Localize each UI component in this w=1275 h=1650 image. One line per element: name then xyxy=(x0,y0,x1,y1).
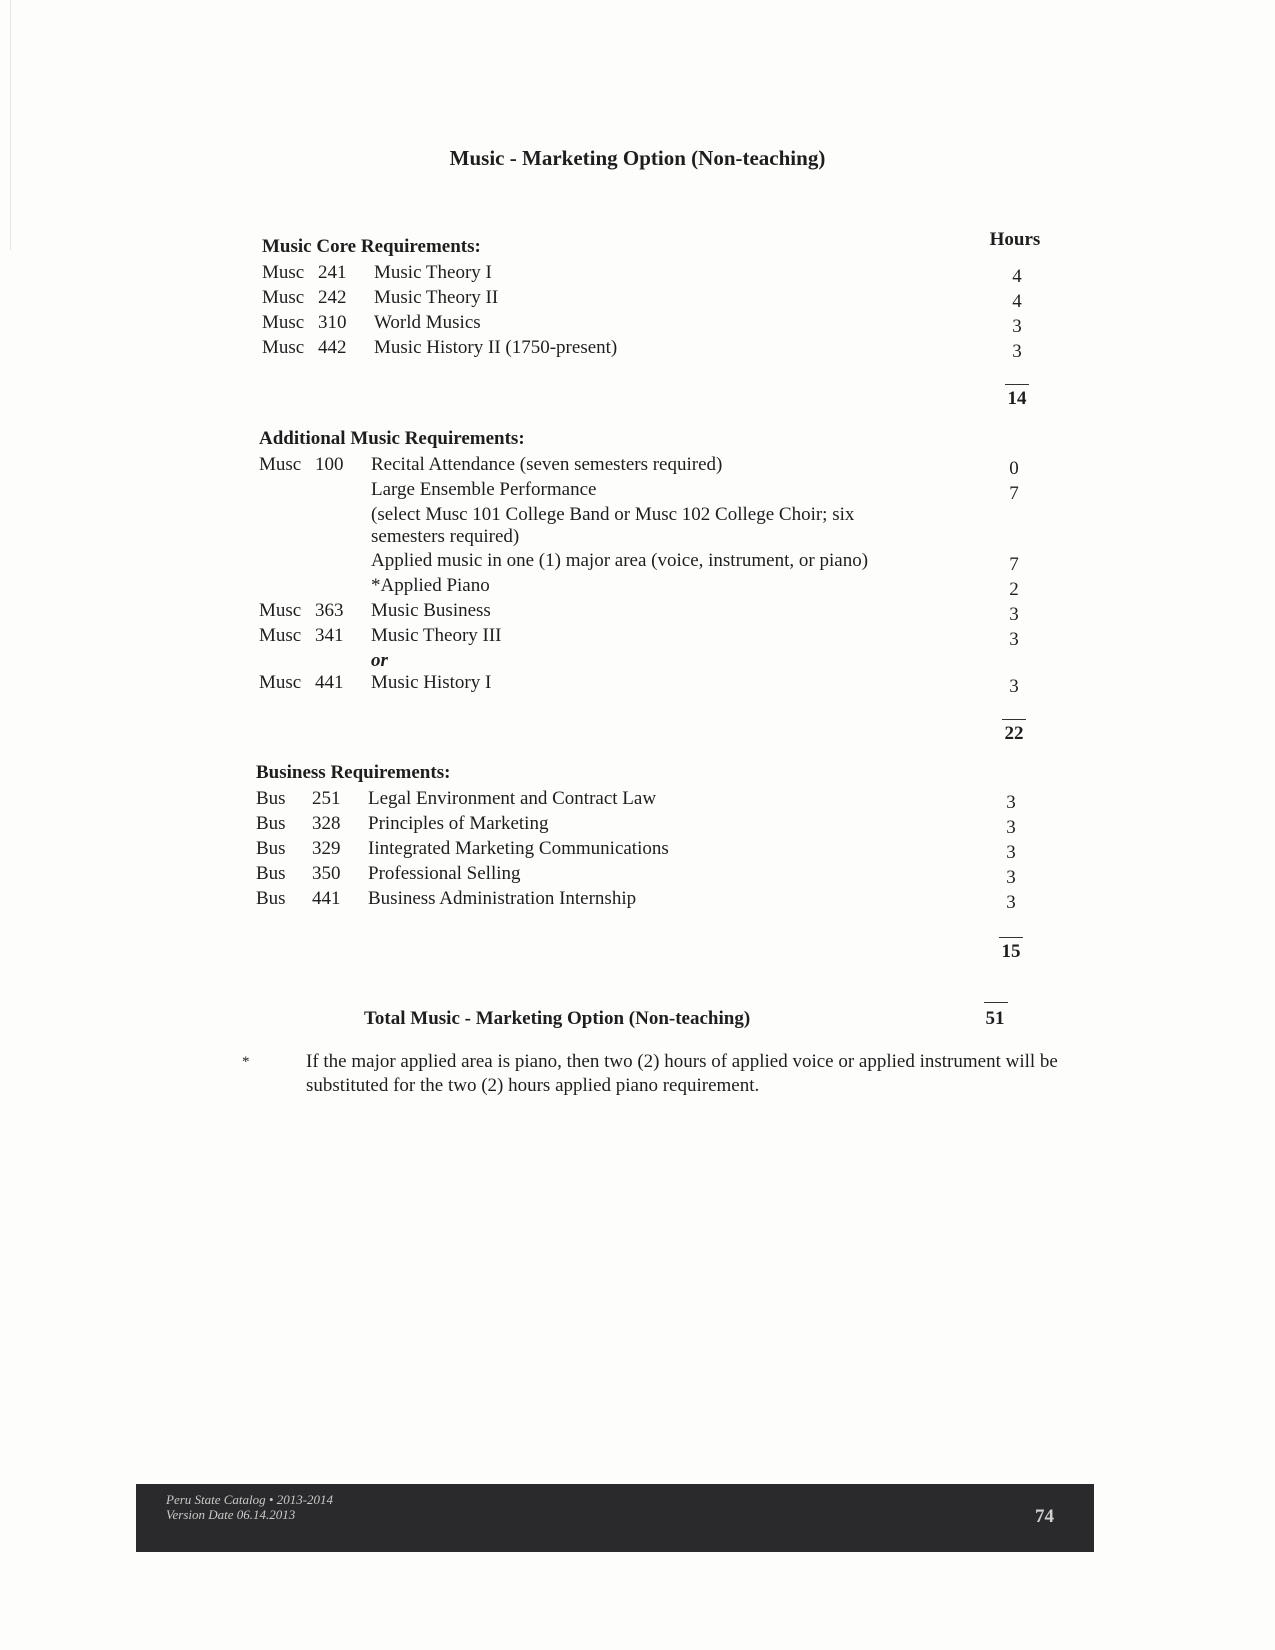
course-number: 310 xyxy=(318,312,347,333)
subtotal-value: 22 xyxy=(1004,723,1024,744)
total-value: 51 xyxy=(985,1008,1005,1029)
section-subtotal xyxy=(259,715,1059,745)
subtotal-rule xyxy=(999,937,1023,938)
course-hours: 4 xyxy=(1012,291,1022,312)
course-hours: 3 xyxy=(1006,892,1016,913)
section-subtotal xyxy=(262,380,1062,410)
course-hours: 3 xyxy=(1006,842,1016,863)
course-row xyxy=(259,573,1059,598)
footnote-mark: * xyxy=(242,1054,250,1070)
course-row xyxy=(256,861,1056,886)
course-row xyxy=(262,310,1062,335)
course-number: 350 xyxy=(312,863,341,884)
section-subtotal xyxy=(256,933,1056,963)
or-connector: or xyxy=(371,650,388,671)
total-label: Total Music - Marketing Option (Non-teaching) xyxy=(364,1008,751,1029)
subtotal-rule xyxy=(1002,719,1026,720)
course-number: 241 xyxy=(318,262,347,283)
course-hours: 3 xyxy=(1006,817,1016,838)
section-business xyxy=(256,760,1056,963)
or-row xyxy=(259,648,1059,670)
course-hours: 3 xyxy=(1006,867,1016,888)
course-dept: Musc xyxy=(262,312,305,333)
course-hours: 0 xyxy=(1009,458,1019,479)
course-row xyxy=(259,548,1059,573)
section-heading: Business Requirements: xyxy=(256,762,451,783)
course-row xyxy=(259,452,1059,477)
course-title: Music Business xyxy=(371,600,491,621)
section-heading: Additional Music Requirements: xyxy=(259,428,525,449)
course-note: (select Musc 101 College Band or Musc 102 College Choir; six semesters required) xyxy=(371,504,855,547)
course-row xyxy=(262,285,1062,310)
course-dept: Musc xyxy=(259,672,302,693)
course-number: 441 xyxy=(312,888,341,909)
course-number: 329 xyxy=(312,838,341,859)
course-dept: Bus xyxy=(256,888,286,909)
course-dept: Bus xyxy=(256,863,286,884)
course-number: 251 xyxy=(312,788,341,809)
course-hours: 3 xyxy=(1012,316,1022,337)
course-number: 341 xyxy=(315,625,344,646)
course-title: Recital Attendance (seven semesters required) xyxy=(371,454,723,475)
course-hours: 3 xyxy=(1009,629,1019,650)
footer-catalog-line: Peru State Catalog • 2013-2014 xyxy=(166,1492,334,1507)
course-title: Business Administration Internship xyxy=(368,888,637,909)
course-number: 363 xyxy=(315,600,344,621)
section-music-core xyxy=(262,234,1062,410)
course-title: Music History I xyxy=(371,672,492,693)
course-title: Music Theory I xyxy=(374,262,492,283)
course-dept: Musc xyxy=(259,600,302,621)
course-row xyxy=(259,598,1059,623)
course-dept: Musc xyxy=(262,262,305,283)
course-row xyxy=(256,836,1056,861)
course-title: World Musics xyxy=(374,312,481,333)
course-title: Applied music in one (1) major area (voice, instrument, or piano) xyxy=(371,550,869,571)
course-hours: 2 xyxy=(1009,579,1019,600)
course-row xyxy=(262,335,1062,360)
subtotal-value: 14 xyxy=(1007,388,1027,409)
course-number: 328 xyxy=(312,813,341,834)
course-title: Legal Environment and Contract Law xyxy=(368,788,657,809)
page-number: 74 xyxy=(1035,1506,1054,1527)
course-row xyxy=(256,886,1056,911)
subtotal-rule xyxy=(1005,384,1029,385)
course-hours: 3 xyxy=(1012,341,1022,362)
course-hours: 3 xyxy=(1009,604,1019,625)
course-row xyxy=(259,623,1059,648)
course-dept: Musc xyxy=(262,287,305,308)
footnote-text: If the major applied area is piano, then two (2) hours of applied voice or applied instrument will be substituted for the two (2) hours applied piano requirement. xyxy=(306,1051,1058,1096)
course-row xyxy=(259,670,1059,695)
course-row xyxy=(259,477,1059,502)
course-note-row xyxy=(259,502,1059,548)
course-dept: Musc xyxy=(259,625,302,646)
course-hours: 7 xyxy=(1009,554,1019,575)
course-title: Professional Selling xyxy=(368,863,521,884)
course-title: Music History II (1750-present) xyxy=(374,337,618,358)
course-number: 242 xyxy=(318,287,347,308)
course-number: 100 xyxy=(315,454,344,475)
page-footer xyxy=(136,1484,1094,1552)
subtotal-value: 15 xyxy=(1001,941,1021,962)
course-title: *Applied Piano xyxy=(371,575,490,596)
hours-column-header: Hours xyxy=(989,229,1041,250)
course-dept: Bus xyxy=(256,813,286,834)
course-hours: 3 xyxy=(1006,792,1016,813)
course-dept: Bus xyxy=(256,788,286,809)
course-title: Music Theory II xyxy=(374,287,499,308)
program-total xyxy=(364,1000,1064,1040)
course-title: Iintegrated Marketing Communications xyxy=(368,838,669,859)
section-additional-music xyxy=(259,426,1059,745)
course-number: 442 xyxy=(318,337,347,358)
section-heading: Music Core Requirements: xyxy=(262,236,481,257)
page-title: Music - Marketing Option (Non-teaching) xyxy=(449,146,826,170)
course-title: Music Theory III xyxy=(371,625,502,646)
course-row xyxy=(256,811,1056,836)
course-number: 441 xyxy=(315,672,344,693)
course-row xyxy=(256,786,1056,811)
course-title: Large Ensemble Performance xyxy=(371,479,597,500)
course-title: Principles of Marketing xyxy=(368,813,549,834)
course-hours: 4 xyxy=(1012,266,1022,287)
footer-version-line: Version Date 06.14.2013 xyxy=(166,1507,296,1522)
course-dept: Musc xyxy=(262,337,305,358)
total-rule xyxy=(984,1002,1008,1003)
course-dept: Musc xyxy=(259,454,302,475)
page-edge xyxy=(10,0,11,250)
course-hours: 7 xyxy=(1009,483,1019,504)
course-row xyxy=(262,260,1062,285)
course-dept: Bus xyxy=(256,838,286,859)
course-hours: 3 xyxy=(1009,676,1019,697)
